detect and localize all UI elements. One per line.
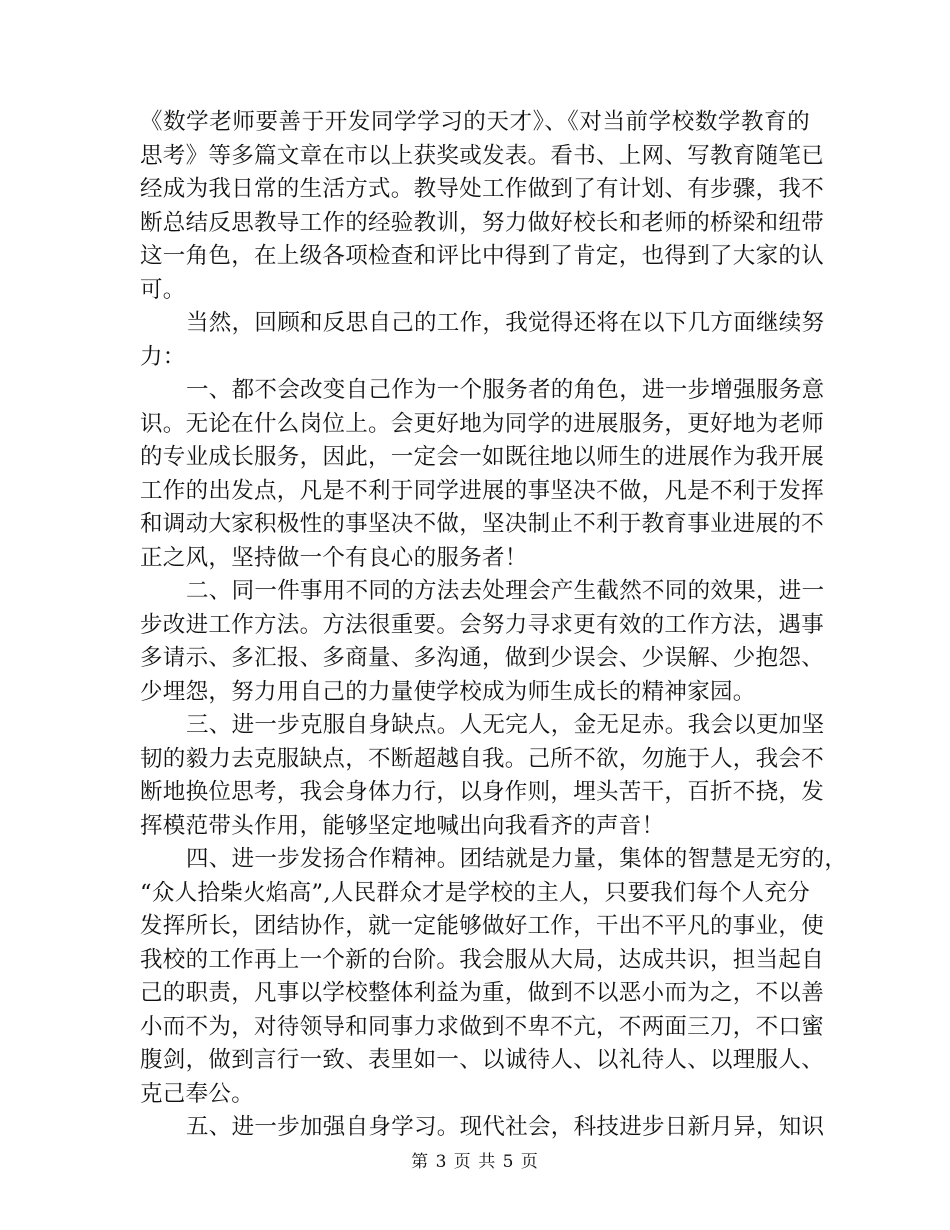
text-line: 思考》等多篇文章在市以上获奖或发表。看书、上网、写教育随笔已 <box>140 142 825 169</box>
text-line: 少埋怨，努力用自己的力量使学校成为师生成长的精神家园。 <box>140 678 756 705</box>
text-line: 断地换位思考，我会身体力行，以身作则，埋头苦干，百折不挠，发 <box>140 779 825 805</box>
paragraph-start-line: 四、进一步发扬合作精神。团结就是力量，集体的智慧是无穷的， <box>186 846 848 872</box>
text-line: “众人拾柴火焰高”,人民群众才是学校的主人，只要我们每个人充分 <box>140 879 810 906</box>
text-line: 这一角色，在上级各项检查和评比中得到了肯定，也得到了大家的认 <box>140 243 825 269</box>
paragraph-start-line: 二、同一件事用不同的方法去处理会产生截然不同的效果，进一 <box>186 578 825 604</box>
paragraph-start-line: 五、进一步加强自身学习。现代社会，科技进步日新月异，知识 <box>186 1114 825 1140</box>
text-line: 和调动大家积极性的事坚决不做，坚决制止不利于教育事业进展的不 <box>140 511 825 537</box>
page-number-footer: 第 3 页 共 5 页 <box>411 1152 539 1172</box>
text-line: 工作的出发点，凡是不利于同学进展的事坚决不做，凡是不利于发挥 <box>140 477 825 504</box>
text-line: 韧的毅力去克服缺点，不断超越自我。己所不欲，勿施于人，我会不 <box>140 745 825 772</box>
paragraph-start-line: 一、都不会改变自己作为一个服务者的角色，进一步增强服务意 <box>186 377 825 403</box>
text-line: 挥模范带头作用，能够坚定地喊出向我看齐的声音！ <box>140 812 665 839</box>
text-line: 断总结反思教导工作的经验教训，努力做好校长和老师的桥梁和纽带 <box>140 209 825 236</box>
text-line: 力： <box>140 343 186 370</box>
paragraph-start-line: 三、进一步克服自身缺点。人无完人，金无足赤。我会以更加坚 <box>186 712 825 738</box>
text-line: 多请示、多汇报、多商量、多沟通，做到少误会、少误解、少抱怨、 <box>140 645 825 671</box>
document-body <box>140 106 848 1145</box>
text-line: 小而不为，对待领导和同事力求做到不卑不亢，不两面三刀，不口蜜 <box>140 1013 825 1040</box>
text-line: 识。无论在什么岗位上。会更好地为同学的进展服务，更好地为老师 <box>140 410 825 437</box>
text-line: 正之风，坚持做一个有良心的服务者！ <box>140 544 528 571</box>
paragraph-start-line: 当然，回顾和反思自己的工作，我觉得还将在以下几方面继续努 <box>186 310 825 336</box>
text-line: 腹剑，做到言行一致、表里如一、以诚待人、以礼待人、以理服人、 <box>140 1047 825 1073</box>
text-line: 克己奉公。 <box>140 1080 255 1107</box>
text-line: 《数学老师要善于开发同学学习的天才》、《对当前学校数学教育的 <box>140 109 810 135</box>
text-line: 己的职责，凡事以学校整体利益为重，做到不以恶小而为之，不以善 <box>140 980 825 1006</box>
text-line: 步改进工作方法。方法很重要。会努力寻求更有效的工作方法，遇事 <box>140 611 825 638</box>
text-line: 的专业成长服务，因此，一定会一如既往地以师生的进展作为我开展 <box>140 444 825 470</box>
text-line: 经成为我日常的生活方式。教导处工作做到了有计划、有步骤，我不 <box>140 176 825 202</box>
text-line: 可。 <box>140 276 186 303</box>
text-line: 我校的工作再上一个新的台阶。我会服从大局，达成共识，担当起自 <box>140 946 825 973</box>
text-line: 发挥所长，团结协作，就一定能够做好工作，干出不平凡的事业，使 <box>140 913 825 939</box>
